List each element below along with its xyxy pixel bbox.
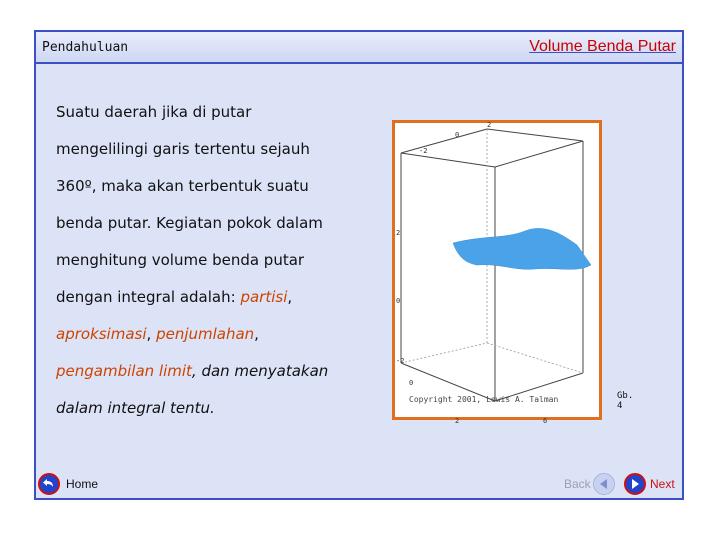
slide-frame	[34, 30, 684, 500]
body-line	[56, 279, 376, 316]
slide-title: Volume Benda Putar	[529, 38, 676, 55]
section-label: Pendahuluan	[42, 40, 129, 55]
axis-tick: -2	[419, 147, 428, 155]
home-label: Home	[66, 477, 99, 491]
body-line	[56, 390, 376, 427]
back-button[interactable]	[564, 472, 615, 496]
axis-tick: 0	[455, 131, 460, 139]
axis-tick: 2	[455, 417, 460, 425]
figure-box	[392, 120, 634, 425]
axis-tick: 2	[396, 229, 401, 237]
home-button[interactable]	[38, 472, 98, 496]
body-line	[56, 316, 376, 353]
back-label: Back	[564, 477, 591, 491]
box-edge	[401, 129, 487, 153]
term-pengambilan-limit: pengambilan limit	[56, 362, 192, 380]
copyright-text: Copyright 2001, Lewis A. Talman	[409, 395, 559, 404]
box-edge	[495, 141, 583, 167]
figure-label: Gb. 4	[617, 391, 634, 411]
box-hidden-edge	[401, 343, 487, 363]
body-line: 360º, maka akan terbentuk suatu	[56, 177, 309, 195]
3d-box-plot-image	[395, 121, 599, 425]
triangle-left-icon	[593, 473, 615, 495]
next-label: Next	[650, 477, 675, 491]
next-button[interactable]	[624, 472, 675, 496]
tail-text: , dan menyatakan	[191, 362, 329, 380]
axis-tick: -2	[396, 357, 405, 365]
term-partisi: partisi	[240, 288, 288, 306]
triangle-right-icon	[624, 473, 646, 495]
body-line: menghitung volume benda putar	[56, 251, 305, 269]
axis-tick: 2	[487, 121, 492, 129]
body-line: benda putar. Kegiatan pokok dalam	[56, 214, 323, 232]
punct: ,	[254, 325, 259, 343]
axis-tick: 0	[396, 297, 401, 305]
axis-tick: 0	[409, 379, 414, 387]
axis-tick: 6	[543, 417, 548, 425]
term-aproksimasi: aproksimasi	[56, 325, 147, 343]
arrow-back-circle-icon	[38, 473, 60, 495]
body-line: Suatu daerah jika di putar	[56, 103, 252, 121]
punct: ,	[287, 288, 293, 306]
body-line: mengelilingi garis tertentu sejauh	[56, 140, 310, 158]
body-line	[56, 353, 376, 390]
line-prefix: dengan integral adalah:	[56, 288, 241, 306]
box-edge	[487, 129, 583, 141]
punct: ,	[146, 325, 157, 343]
header-bar	[36, 32, 682, 64]
box-hidden-edge	[487, 343, 583, 373]
box-edge	[401, 153, 495, 167]
surface-of-revolution	[453, 228, 591, 269]
term-penjumlahan: penjumlahan	[156, 325, 255, 343]
tail-text: dalam integral tentu.	[56, 399, 215, 417]
body-text	[56, 94, 376, 427]
